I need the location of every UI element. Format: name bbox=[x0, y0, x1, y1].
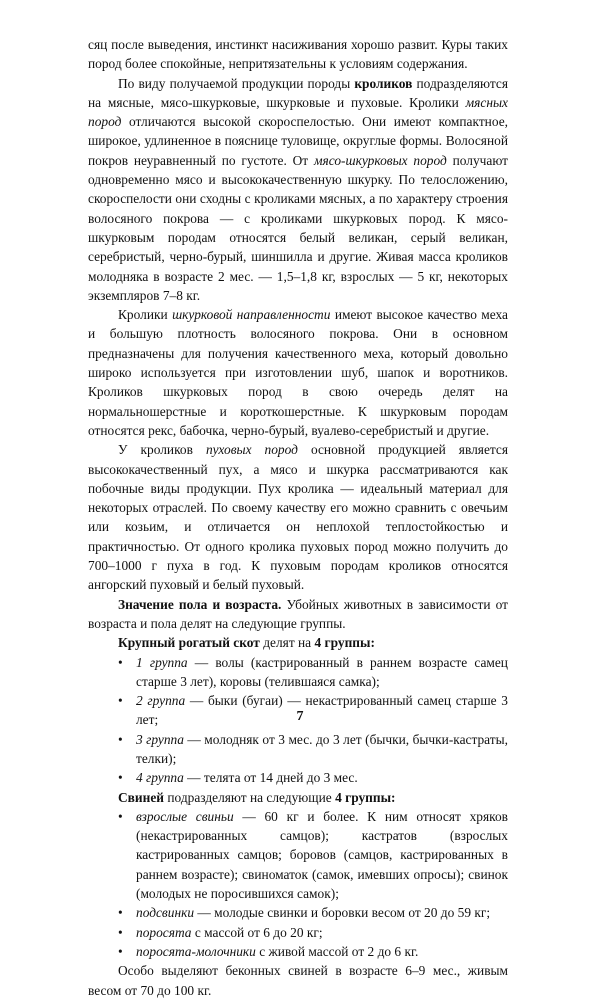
term-fur-direction: шкурковой направленности bbox=[172, 307, 331, 323]
pigs-heading: Свиней подразделяют на следующие 4 группы: bbox=[118, 789, 396, 805]
list-item: • взрослые свиньи — 60 кг и более. К ним относят хряков (некастрированных самцов); кастратов (взрослых кастрированных самцов; боровов (самцов, кастрированных в раннем возрасте); свиноматок (самок, имевших опросы); свинок (молодых не поросившихся самок); bbox=[118, 807, 508, 903]
list-item: • 4 группа — телята от 14 дней до 3 мес. bbox=[118, 768, 508, 787]
paragraph-sex-age: Значение пола и возраста. Убойных животных в зависимости от возраста и пола делят на следующие группы. bbox=[88, 596, 508, 631]
term-meat-breeds: мясных пород bbox=[88, 94, 508, 130]
pig-group-list bbox=[88, 807, 508, 961]
paragraph-down-rabbits: У кроликов пуховых пород основной продукцией является высококачественный пух, а мясо и шкурка рассматриваются как побочные виды продукции. Пух кролика — идеальный материал для некоторых отраслей. По своему качеству его можно сравнить с овечьим или козьим, и отличается он неплохой теплостойкостью и практичностью. От одного кролика пуховых пород можно получить до 700–1000 г пуха в год. К пуховым породам кроликов относятся ангорский пуховый и белый пуховый. bbox=[88, 442, 509, 593]
list-item: • поросята-молочники с живой массой от 2 до 6 кг. bbox=[118, 942, 508, 961]
paragraph-chickens: сяц после выведения, инстинкт насиживания хорошо развит. Куры таких пород более спокойные, непритязательны к условиям содержания. bbox=[88, 37, 508, 72]
heading-sex-age: Значение пола и возраста. bbox=[118, 596, 282, 612]
term-rabbits: кроликов bbox=[354, 75, 413, 91]
list-item: • 2 группа — быки (бугаи) — некастрированный самец старше 3 лет; bbox=[118, 691, 508, 730]
term-down-breeds: пуховых пород bbox=[205, 442, 298, 458]
term-meat-fur-breeds: мясо-шкурковых пород bbox=[313, 152, 447, 168]
paragraph-rabbit-types: По виду получаемой продукции породы кроликов подразделяются на мясные, мясо-шкурковые, шкурковые и пуховые. Кролики мясных пород отличаются высокой скороспелостью. Они имеют компактное, широкое, удлиненное в пояснице туловище, округлые формы. Волосяной покров неуравненный по густоте. От мясо-шкурковых пород получают одновременно мясо и высококачественную шкурку. По телосложению, скороспелости они сходны с кроликами мясных, а по характеру строения волосяного покрова — с кроликами шкурковых пород. К мясо-шкурковым породам относятся белый великан, серый великан, серебристый, черно-бурый, шиншилла и другие. Живая масса кроликов молодняка в возрасте 2 мес. — 1,5–1,8 кг, взрослых — 5 кг, некоторых экземпляров 7–8 кг. bbox=[88, 75, 508, 303]
list-item: • 1 группа — волы (кастрированный в раннем возрасте самец старше 3 лет), коровы (телившаяся самка); bbox=[118, 653, 508, 692]
page-number: 7 bbox=[296, 709, 304, 724]
list-item: • 3 группа — молодняк от 3 мес. до 3 лет (бычки, бычки-кастраты, телки); bbox=[118, 730, 508, 769]
list-item: • поросята с массой от 6 до 20 кг; bbox=[118, 923, 508, 942]
cattle-heading: Крупный рогатый скот делят на 4 группы: bbox=[118, 635, 375, 651]
paragraph-bacon-pigs: Особо выделяют беконных свиней в возрасте 6–9 мес., живым весом от 70 до 100 кг. bbox=[88, 963, 508, 998]
list-item: • подсвинки — молодые свинки и боровки весом от 20 до 59 кг; bbox=[118, 903, 508, 922]
paragraph-fur-rabbits: Кролики шкурковой направленности имеют высокое качество меха и большую плотность волосяного покрова. Они в основном предназначены для получения качественного меха, который довольно широко используется при изготовлении шуб, шапок и воротников. Кроликов шкурковых пород в свою очередь делят на нормальношерстные и короткошерстные. К шкурковым породам относятся рекс, бабочка, черно-бурый, вуалево-серебристый и другие. bbox=[88, 307, 508, 438]
